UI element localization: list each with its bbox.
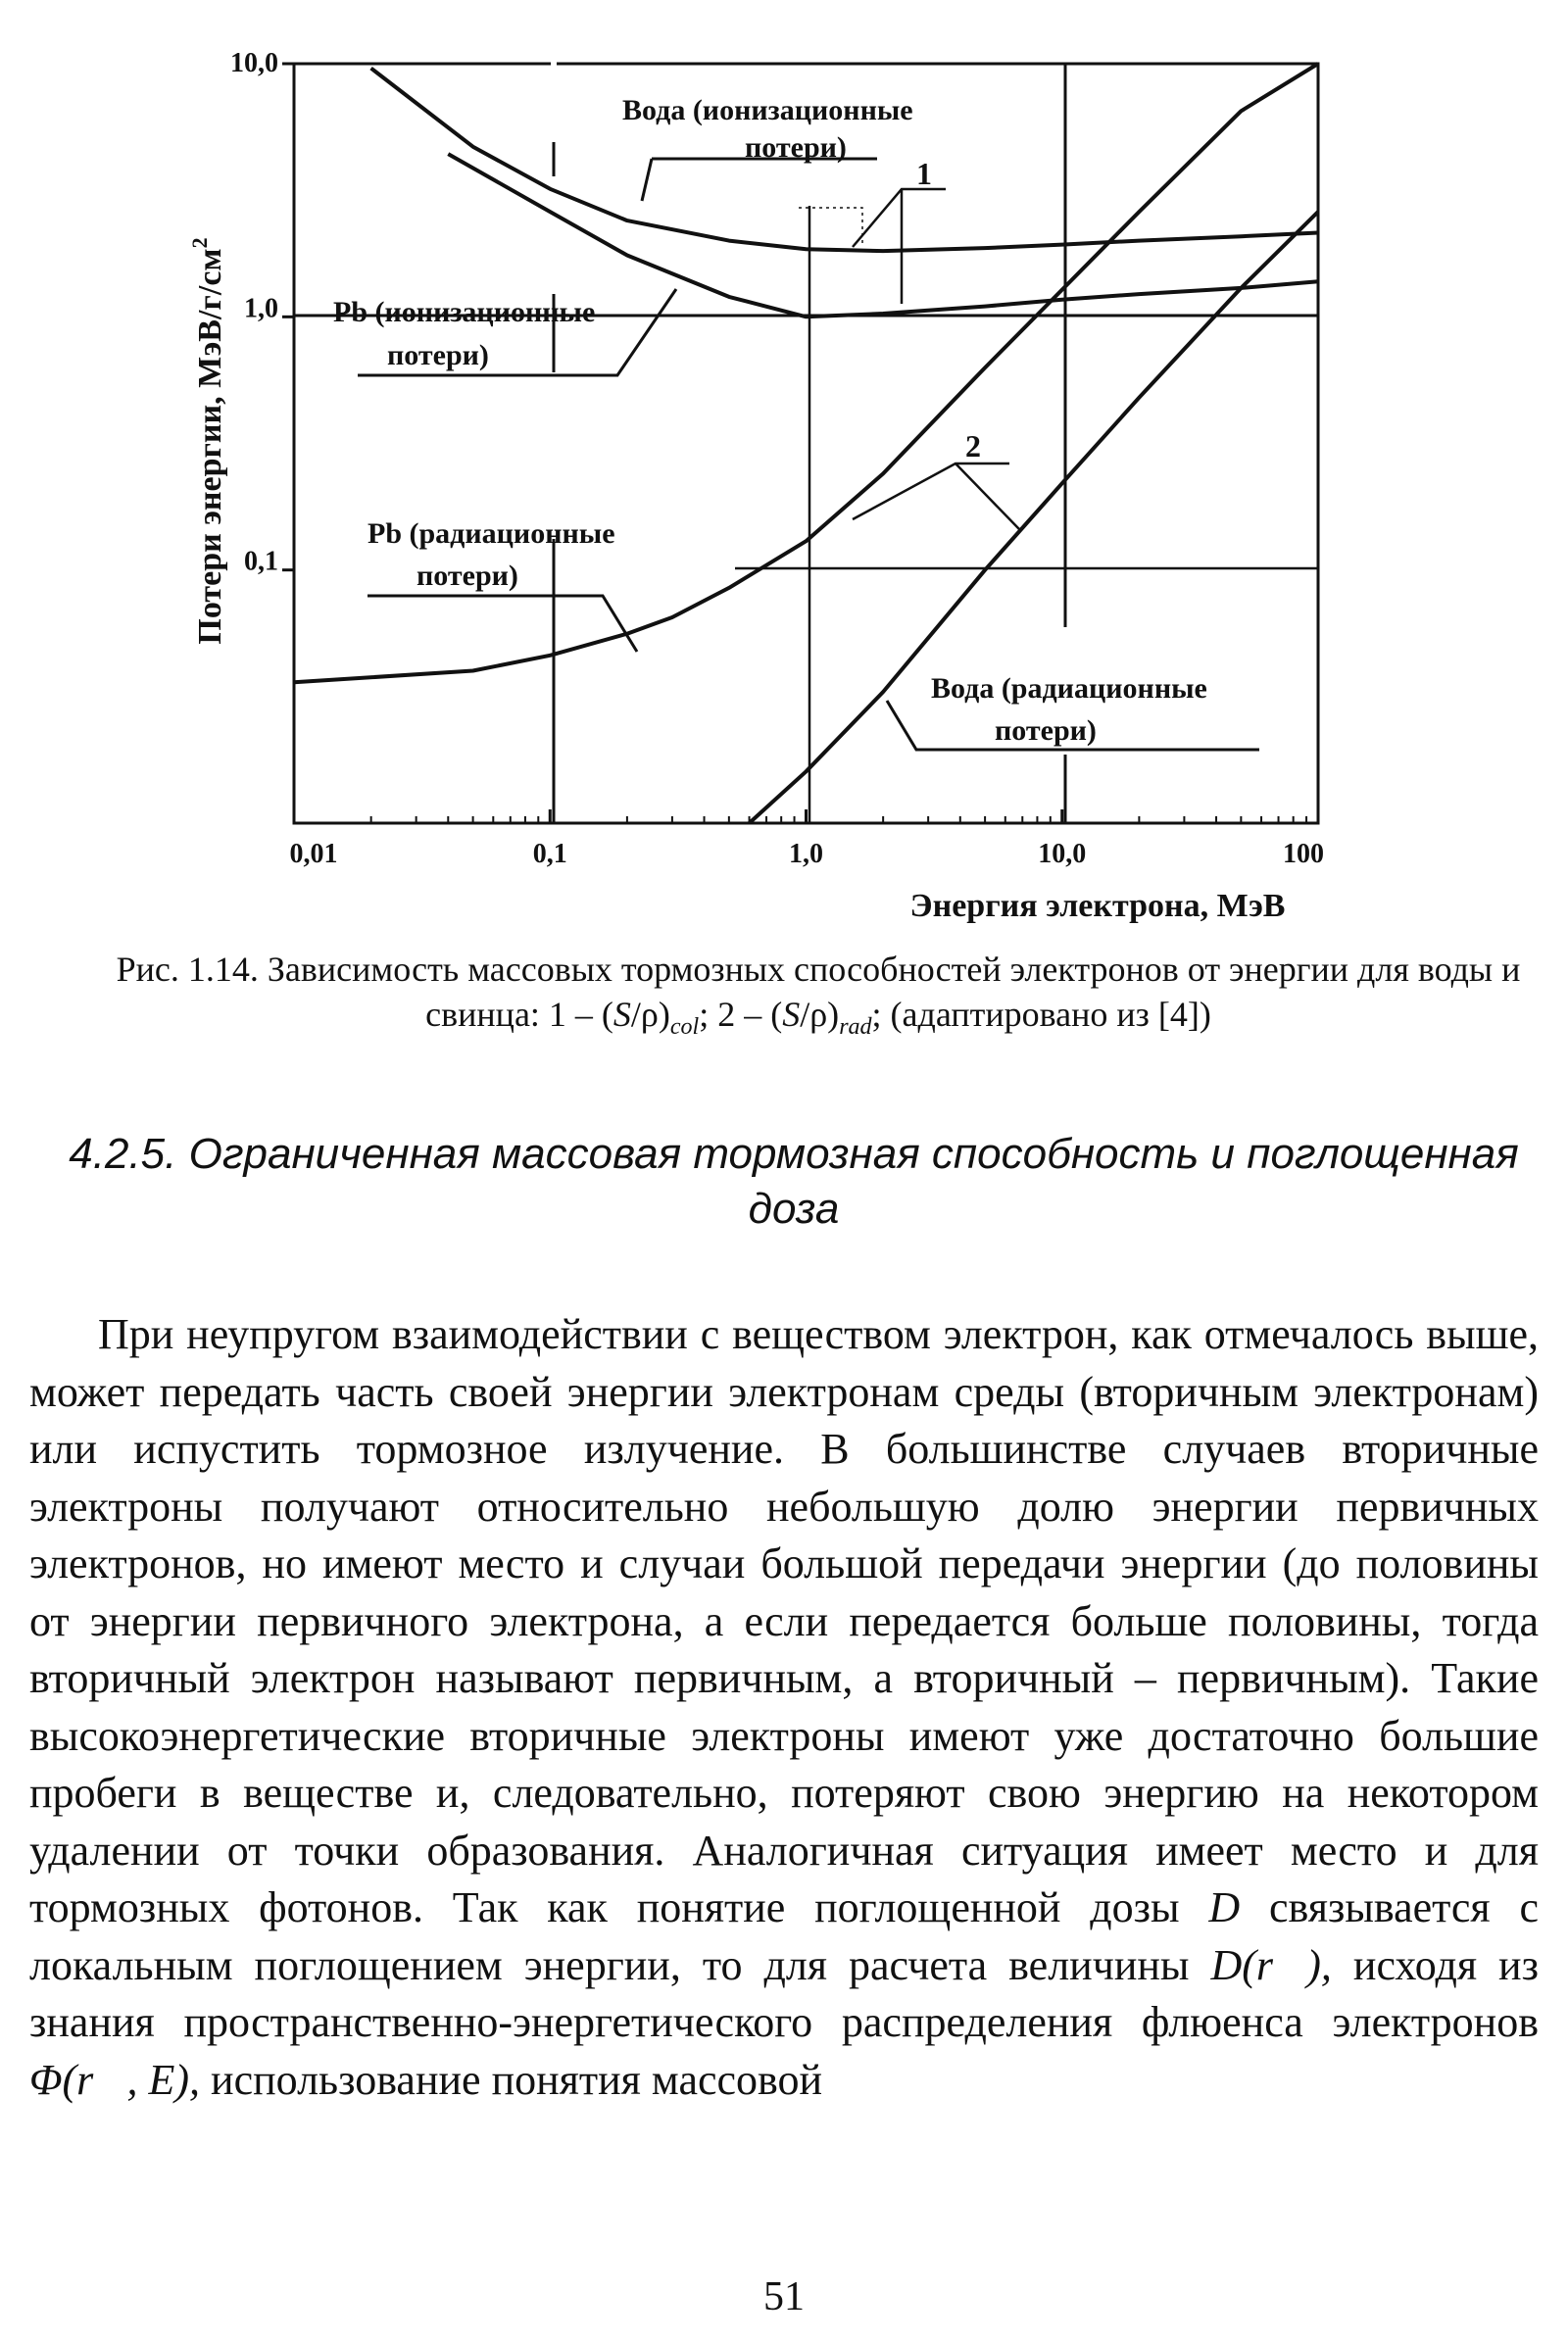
y-tick-label: 10,0 — [230, 48, 278, 78]
x-tick-label: 0,01 — [289, 839, 338, 869]
formula-phi: Φ(r⃗, E), — [29, 2055, 201, 2104]
stopping-power-chart — [0, 0, 1568, 941]
axis-ticks — [230, 48, 1324, 869]
caption-s2: S — [782, 995, 801, 1034]
label-pb-ion-line1: Pb (ионизационные — [333, 296, 596, 328]
leader-marker-1 — [853, 189, 946, 304]
series-layer — [294, 64, 1318, 823]
figure-caption — [93, 947, 1544, 1049]
formula-D-r: D(r⃗), — [1210, 1940, 1332, 1989]
y-axis-label-sup: 2 — [187, 237, 212, 249]
x-tick-label: 1,0 — [789, 839, 823, 869]
label-marker-1: 1 — [916, 156, 932, 191]
page-number: 51 — [763, 2274, 805, 2319]
caption-prefix: Рис. 1.14. Зависимость массовых тормозных способностей электронов от энергии для воды и свинца: 1 – ( — [116, 950, 1521, 1034]
caption-s1: S — [612, 995, 631, 1034]
body-part4: использование понятия массовой — [200, 2055, 823, 2104]
label-pb-rad-line1: Pb (радиационные — [368, 517, 615, 550]
label-pb-rad-line2: потери) — [416, 560, 518, 592]
label-water-ion-line1: Вода (ионизационные — [622, 94, 913, 126]
caption-sub2: rad — [839, 1014, 872, 1041]
y-axis-label — [187, 237, 228, 644]
plot-frame — [294, 64, 1318, 823]
paragraph — [29, 1306, 1539, 2109]
y-tick-label: 0,1 — [244, 546, 278, 577]
body-part1: При неупругом взаимодействии с веществом электрон, как отмечалось выше, может передать часть своей энергии электронам среды (вторичным электронам) или испустить тормозное излучение. В большинстве случаев вторичные электроны получают относительно небольшую долю энергии первичных электронов, но имеют место и случаи большой передачи энергии (до половины от энергии первичного электрона, а если передается больше половины, тогда вторичный электрон называют первичным, а вторичный – первичным). Такие высокоэнергетические вторичные электроны имеют уже достаточно большие пробеги в веществе и, следовательно, потеряют свою энергию на некотором удалении от точки образования. Аналогичная ситуация имеет место и для тормозных фотонов. Так как понятие поглощенной дозы — [29, 1310, 1539, 1931]
x-axis-label: Энергия электрона, МэВ — [909, 888, 1286, 924]
annotation-layer — [333, 94, 1259, 750]
body-text — [29, 1306, 1539, 2109]
x-tick-label: 10,0 — [1038, 839, 1087, 869]
label-water-rad-line2: потери) — [995, 714, 1097, 747]
caption-sub1: col — [669, 1014, 700, 1041]
y-axis-label-text: Потери энергии, МэВ/г/см — [192, 248, 228, 645]
caption-mid3: /ρ) — [800, 995, 840, 1034]
label-pb-ion-line2: потери) — [387, 339, 489, 371]
caption-mid1: /ρ) — [630, 995, 670, 1034]
x-tick-label: 0,1 — [532, 839, 567, 869]
body-part2: связывается с локальным поглощением энергии, то для расчета величины — [29, 1883, 1539, 1989]
symbol-D: D — [1208, 1883, 1241, 1931]
leader-marker-2 — [853, 464, 1019, 529]
label-marker-2: 2 — [965, 428, 981, 464]
section-title: 4.2.5. Ограниченная массовая тормозная способность и поглощенная доза — [69, 1130, 1519, 1233]
y-tick-label: 1,0 — [244, 293, 278, 324]
series-line-2 — [448, 154, 1318, 317]
label-water-ion-line2: потери) — [745, 131, 847, 164]
leader-water-ion — [642, 159, 652, 201]
x-tick-label: 100 — [1283, 839, 1324, 869]
label-water-rad-line1: Вода (радиационные — [931, 672, 1207, 705]
caption-mid2: ; 2 – ( — [699, 995, 783, 1034]
caption-suffix: ; (адаптировано из [4]) — [871, 995, 1211, 1034]
body-part3: исходя из знания пространственно-энергетического распределения флюенса электронов — [29, 1940, 1539, 2046]
y-axis-label-group — [187, 237, 228, 644]
